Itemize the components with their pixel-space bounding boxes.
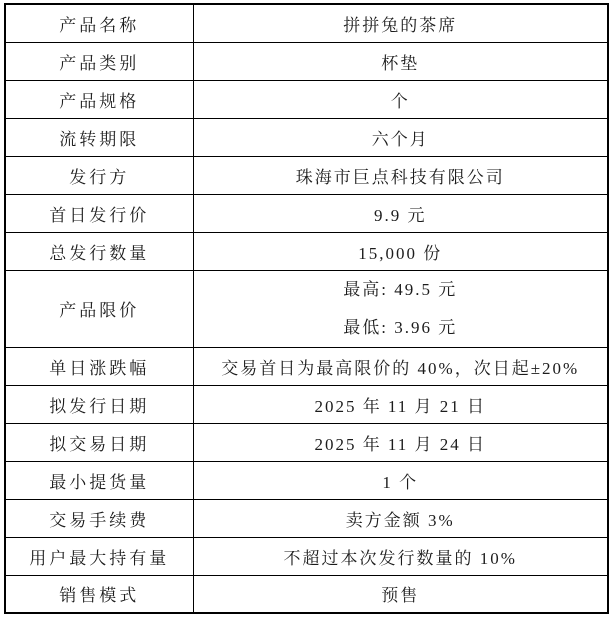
row-value-line: 最高: 49.5 元: [343, 279, 458, 299]
row-label: 流转期限: [5, 118, 193, 156]
row-value: 15,000 份: [193, 232, 608, 270]
table-row: [5, 423, 608, 461]
row-label: 用户最大持有量: [5, 537, 193, 575]
row-value: 交易首日为最高限价的 40%，次日起±20%: [193, 347, 608, 385]
row-value: 个: [193, 80, 608, 118]
row-value: 2025 年 11 月 24 日: [193, 423, 608, 461]
table-row: [5, 385, 608, 423]
row-label: 产品名称: [5, 4, 193, 42]
row-label: 发行方: [5, 156, 193, 194]
row-value: 不超过本次发行数量的 10%: [193, 537, 608, 575]
row-value-line: 最低: 3.96 元: [343, 317, 458, 337]
table-row: [5, 194, 608, 232]
table-row: [5, 156, 608, 194]
table-row: [5, 575, 608, 613]
row-label: 交易手续费: [5, 499, 193, 537]
table-row: [5, 461, 608, 499]
table-row: [5, 232, 608, 270]
row-value: 2025 年 11 月 21 日: [193, 385, 608, 423]
row-value: 拼拼兔的茶席: [193, 4, 608, 42]
row-label: 最小提货量: [5, 461, 193, 499]
table-row: [5, 270, 608, 347]
row-label: 总发行数量: [5, 232, 193, 270]
row-label: 产品规格: [5, 80, 193, 118]
table-row: [5, 42, 608, 80]
table-row: [5, 4, 608, 42]
row-value: 珠海市巨点科技有限公司: [193, 156, 608, 194]
table-row: [5, 118, 608, 156]
row-value: 1 个: [193, 461, 608, 499]
row-label: 拟交易日期: [5, 423, 193, 461]
product-info-table: [4, 3, 609, 614]
row-label: 单日涨跌幅: [5, 347, 193, 385]
row-value: 预售: [193, 575, 608, 613]
row-value: 卖方金额 3%: [193, 499, 608, 537]
row-value: 9.9 元: [193, 194, 608, 232]
table-row: [5, 537, 608, 575]
row-label: 拟发行日期: [5, 385, 193, 423]
row-value: [193, 270, 608, 347]
table-row: [5, 347, 608, 385]
row-value: 杯垫: [193, 42, 608, 80]
row-value: 六个月: [193, 118, 608, 156]
row-label: 首日发行价: [5, 194, 193, 232]
row-label: 销售模式: [5, 575, 193, 613]
table-row: [5, 80, 608, 118]
row-label: 产品类别: [5, 42, 193, 80]
product-table-body: [5, 4, 608, 613]
row-label: 产品限价: [5, 270, 193, 347]
table-row: [5, 499, 608, 537]
